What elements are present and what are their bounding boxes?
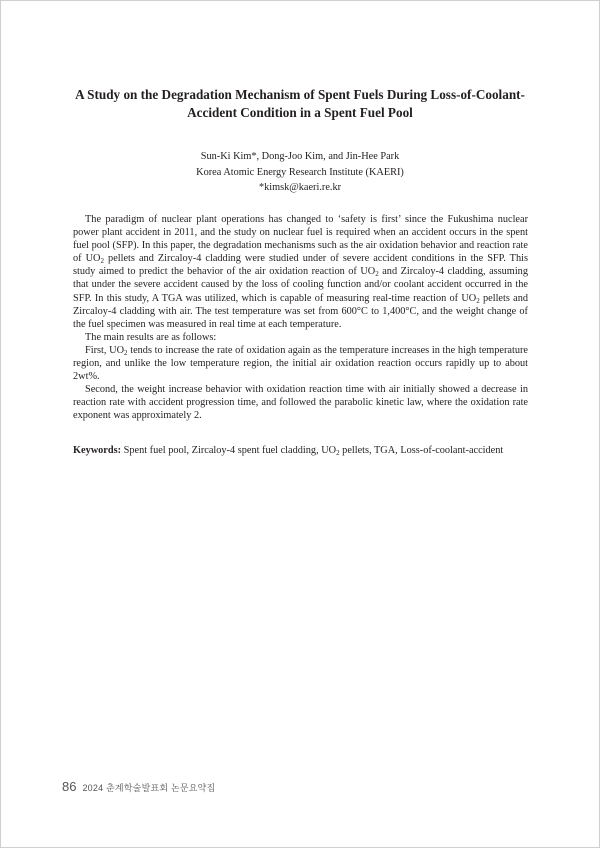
abstract-text: The paradigm of nuclear plant operations has changed to ‘safety is first’ since the Fukushima nuclear power plant accident in 2011, and the study on nuclear fuel is required when an accident occurs in the spent fuel pool (SFP). In this paper, the degradation mechanisms such as the air oxidation behavior and reaction rate of UO — [73, 214, 528, 265]
abstract-paragraph-3 — [73, 344, 528, 383]
paper-title: A Study on the Degradation Mechanism of Spent Fuels During Loss-of-Coolant-Accident Condition in a Spent Fuel Pool — [75, 87, 525, 120]
abstract-text: pellets and Zircaloy-4 cladding were studied under of severe accident conditions in the SFP. This study aimed to predict the behavior of the air oxidation reaction of UO — [73, 253, 528, 278]
paper-affiliation: Korea Atomic Energy Research Institute (KAERI) — [196, 167, 404, 178]
abstract-text: tends to increase the rate of oxidation again as the temperature increases in the high temperature region, and unlike the low temperature region, the initial air oxidation reaction occurs rapidly up to about 2wt%. — [73, 344, 528, 383]
abstract-paragraph-2: The main results are as follows: — [85, 331, 217, 343]
abstract-text: and Zircaloy-4 cladding, assuming that under the severe accident caused by the loss of cooling function and/or coolant accident occurred in the SFP. In this study, A TGA was utilized, which is capable of measuring real-time reaction of UO — [73, 266, 528, 304]
proceedings-title: 2024 춘계학술발표회 논문요약집 — [82, 783, 216, 793]
page-footer — [62, 779, 215, 794]
subscript: 2 — [100, 257, 104, 266]
abstract-text: pellets and Zircaloy-4 cladding with air. The test temperature was set from 600°C to 1,400°C, and the weight change of the fuel specimen was measured in real time at each temperature. — [73, 292, 528, 330]
keywords-label: Keywords: — [73, 445, 122, 456]
keywords-text: pellets, TGA, Loss-of-coolant-accident — [339, 445, 504, 456]
abstract-paragraph-1 — [73, 213, 528, 331]
page-number: 86 — [62, 779, 77, 794]
subscript: 2 — [476, 296, 480, 305]
abstract-text: First, UO — [85, 344, 125, 356]
subscript: 2 — [375, 270, 379, 279]
subscript: 2 — [124, 348, 128, 357]
keywords — [73, 444, 528, 457]
paper-authors: Sun-Ki Kim*, Dong-Joo Kim, and Jin-Hee Park — [200, 151, 400, 162]
author-email: *kimsk@kaeri.re.kr — [258, 182, 342, 193]
keywords-text: Spent fuel pool, Zircaloy-4 spent fuel cladding, UO — [121, 445, 337, 456]
abstract-paragraph-4: Second, the weight increase behavior with oxidation reaction time with air initially showed a decrease in reaction rate with accident progression time, and followed the parabolic kinetic law, where the oxidation rate exponent was approximately 2. — [73, 384, 528, 422]
subscript: 2 — [336, 449, 340, 457]
abstract — [73, 213, 528, 423]
